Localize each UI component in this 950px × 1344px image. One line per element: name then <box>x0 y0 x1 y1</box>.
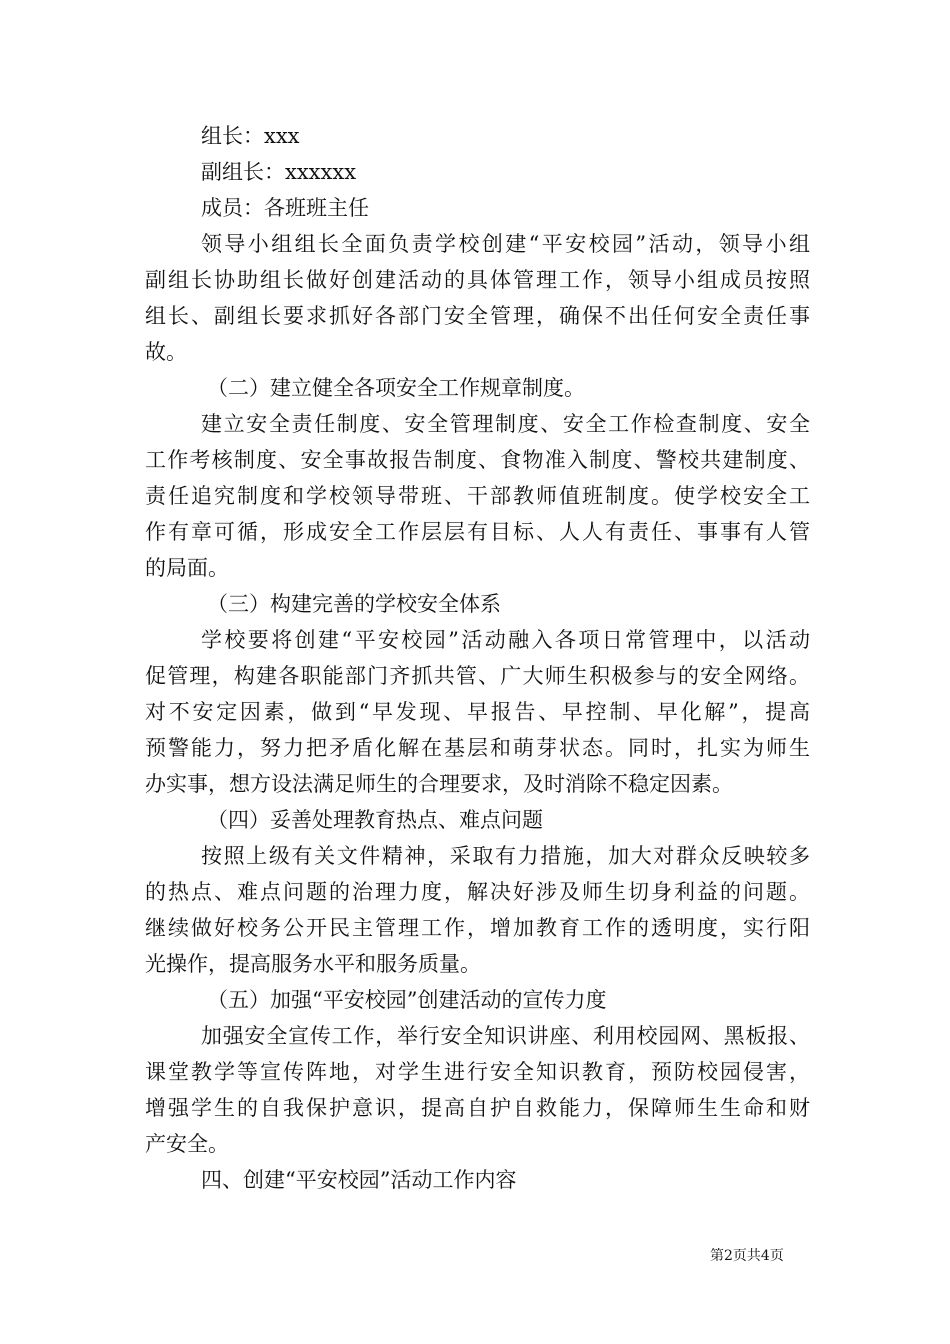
deputy-leader-line: 副组长：xxxxxx <box>201 160 357 184</box>
paragraph-line: 继续做好校务公开民主管理工作，增加教育工作的透明度，实行阳 <box>145 916 810 940</box>
paragraph-line: 增强学生的自我保护意识，提高自护自救能力，保障师生生命和财 <box>145 1096 810 1120</box>
paragraph-line: 组长、副组长要求抓好各部门安全管理，确保不出任何安全责任事 <box>145 304 810 328</box>
paragraph-line: 的局面。 <box>145 556 229 580</box>
paragraph-line: 建立安全责任制度、安全管理制度、安全工作检查制度、安全 <box>201 412 810 436</box>
paragraph-line: 学校要将创建“平安校园”活动融入各项日常管理中，以活动 <box>201 628 810 652</box>
paragraph-line: 办实事，想方设法满足师生的合理要求，及时消除不稳定因素。 <box>145 772 733 796</box>
paragraph-line: 预警能力，努力把矛盾化解在基层和萌芽状态。同时，扎实为师生 <box>145 736 810 760</box>
section-heading-5: （五）加强“平安校园”创建活动的宣传力度 <box>207 988 607 1012</box>
paragraph-line: 故。 <box>145 340 187 364</box>
leader-line: 组长：xxx <box>201 124 300 148</box>
paragraph-line: 促管理，构建各职能部门齐抓共管、广大师生积极参与的安全网络。 <box>145 664 810 688</box>
paragraph-line: 领导小组组长全面负责学校创建“平安校园”活动，领导小组 <box>201 232 810 256</box>
paragraph-line: 课堂教学等宣传阵地，对学生进行安全知识教育，预防校园侵害， <box>145 1060 810 1084</box>
paragraph-line: 作有章可循，形成安全工作层层有目标、人人有责任、事事有人管 <box>145 520 810 544</box>
paragraph-line: 产安全。 <box>145 1132 229 1156</box>
section-heading-4: （四）妥善处理教育热点、难点问题 <box>207 808 543 832</box>
paragraph-line: 按照上级有关文件精神，采取有力措施，加大对群众反映较多 <box>201 844 810 868</box>
major-section-heading: 四、创建“平安校园”活动工作内容 <box>201 1168 517 1192</box>
paragraph-line: 工作考核制度、安全事故报告制度、食物准入制度、警校共建制度、 <box>145 448 810 472</box>
paragraph-line: 加强安全宣传工作，举行安全知识讲座、利用校园网、黑板报、 <box>201 1024 810 1048</box>
members-line: 成员：各班班主任 <box>201 196 369 220</box>
paragraph-line: 对不安定因素，做到“早发现、早报告、早控制、早化解”，提高 <box>145 700 810 724</box>
paragraph-line: 责任追究制度和学校领导带班、干部教师值班制度。使学校安全工 <box>145 484 810 508</box>
page-number: 第2页共4页 <box>710 1248 784 1264</box>
section-heading-3: （三）构建完善的学校安全体系 <box>207 592 501 616</box>
section-heading-2: （二）建立健全各项安全工作规章制度。 <box>207 376 585 400</box>
paragraph-line: 的热点、难点问题的治理力度，解决好涉及师生切身利益的问题。 <box>145 880 810 904</box>
paragraph-line: 光操作，提高服务水平和服务质量。 <box>145 952 481 976</box>
paragraph-line: 副组长协助组长做好创建活动的具体管理工作，领导小组成员按照 <box>145 268 810 292</box>
document-body <box>145 118 810 1198</box>
